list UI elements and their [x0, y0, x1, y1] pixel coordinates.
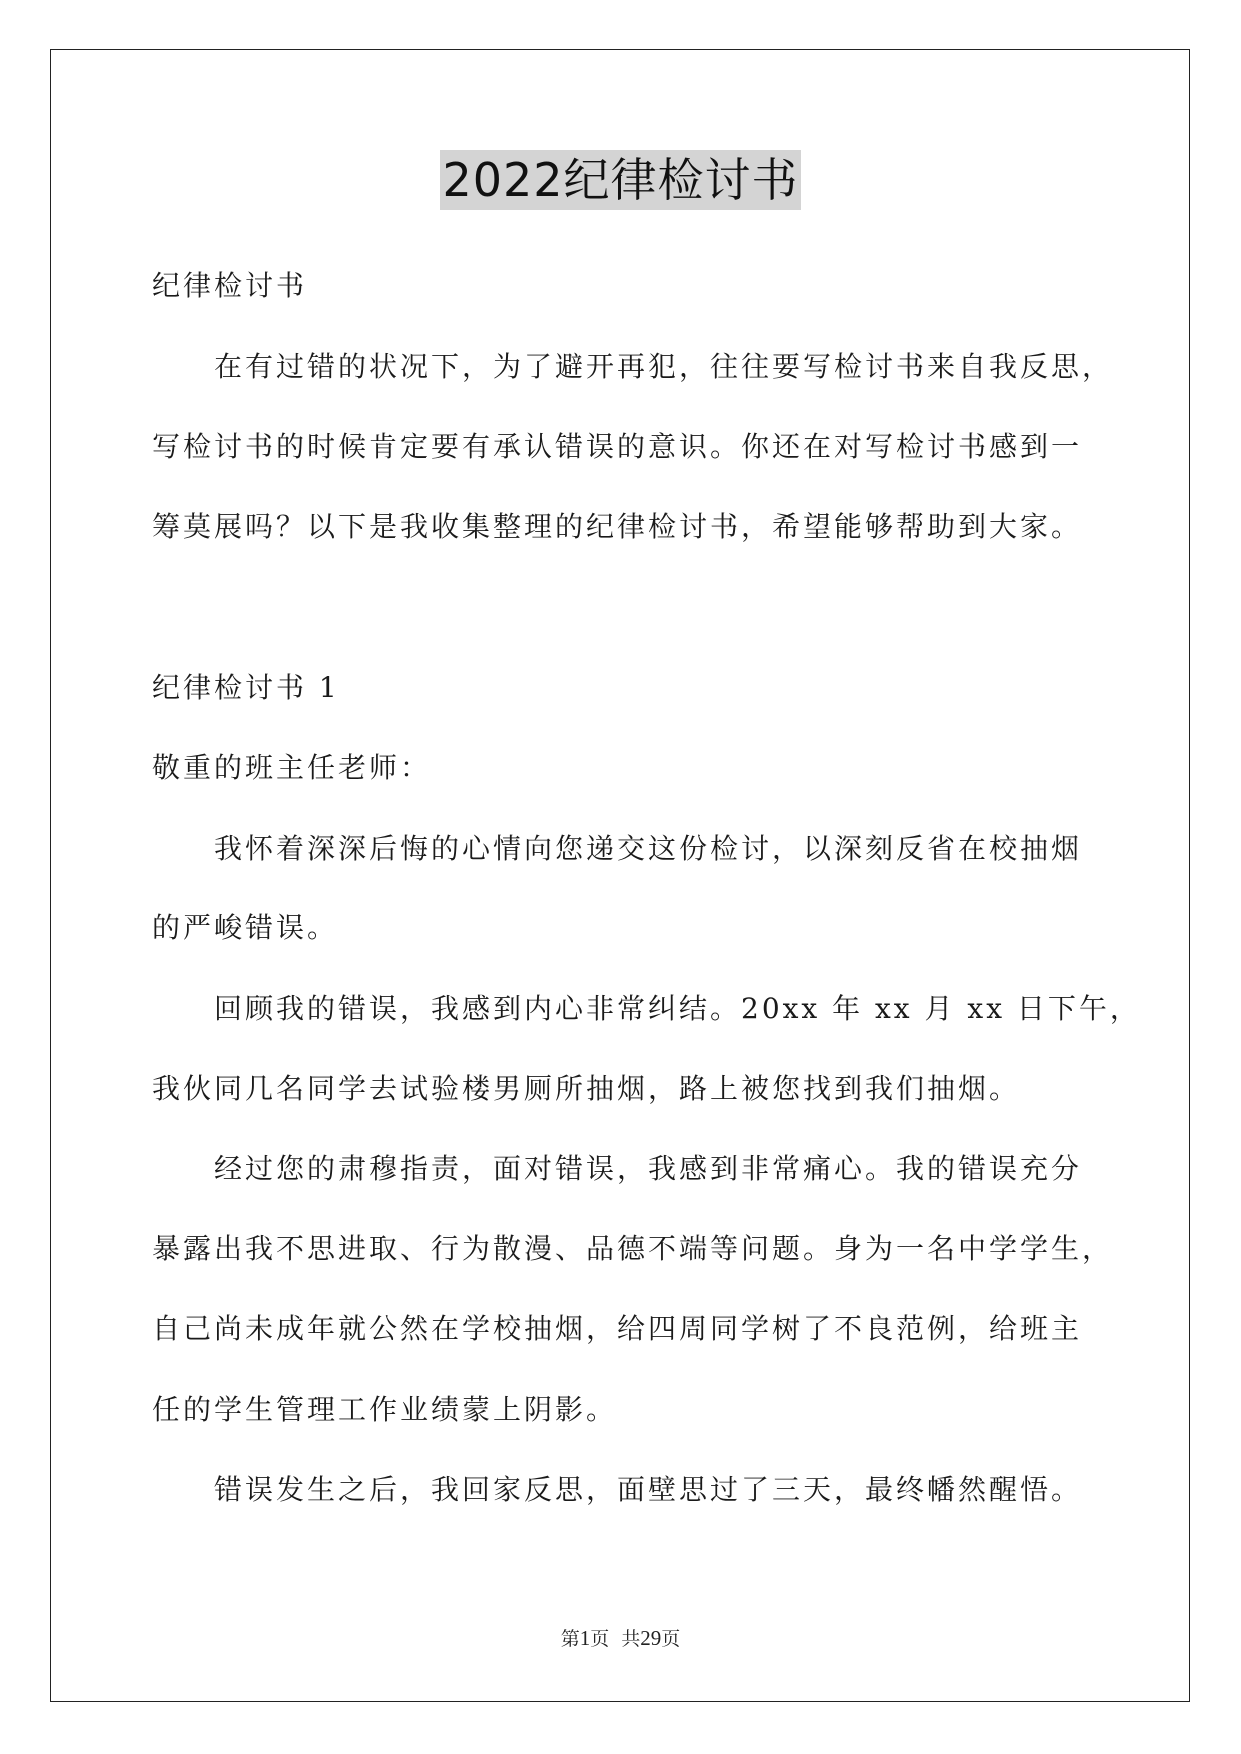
paragraph-line: 回顾我的错误，我感到内心非常纠结。20xx 年 xx 月 xx 日下午， [214, 992, 1141, 1025]
salutation-line: 敬重的班主任老师： [152, 751, 432, 784]
page-total: 29 [640, 1626, 662, 1650]
paragraph-line: 在有过错的状况下，为了避开再犯，往往要写检讨书来自我反思， [214, 350, 1114, 383]
document-title: 2022纪律检讨书 [440, 150, 800, 210]
page-prefix: 第 [560, 1628, 580, 1650]
paragraph-line: 错误发生之后，我回家反思，面壁思过了三天，最终幡然醒悟。 [214, 1473, 1083, 1506]
page-footer [0, 1624, 1241, 1651]
paragraph-line: 我怀着深深后悔的心情向您递交这份检讨，以深刻反省在校抽烟 [214, 832, 1083, 865]
paragraph-line: 经过您的肃穆指责，面对错误，我感到非常痛心。我的错误充分 [214, 1152, 1083, 1185]
paragraph-line: 写检讨书的时候肯定要有承认错误的意识。你还在对写检讨书感到一 [152, 430, 1083, 463]
title-container [0, 150, 1241, 210]
paragraph-line: 任的学生管理工作业绩蒙上阴影。 [152, 1393, 618, 1426]
page-mid: 页 共 [590, 1628, 641, 1650]
section-heading: 纪律检讨书 1 [152, 671, 340, 704]
paragraph-line: 的严峻错误。 [152, 911, 339, 944]
paragraph-line: 自己尚未成年就公然在学校抽烟，给四周同学树了不良范例，给班主 [152, 1312, 1083, 1345]
paragraph-line: 筹莫展吗？以下是我收集整理的纪律检讨书，希望能够帮助到大家。 [152, 510, 1083, 543]
subheading-line: 纪律检讨书 [152, 269, 308, 302]
page-suffix: 页 [661, 1628, 681, 1650]
paragraph-line: 我伙同几名同学去试验楼男厕所抽烟，路上被您找到我们抽烟。 [152, 1072, 1021, 1105]
paragraph-line: 暴露出我不思进取、行为散漫、品德不端等问题。身为一名中学学生， [152, 1232, 1114, 1265]
page-current: 1 [579, 1626, 591, 1650]
